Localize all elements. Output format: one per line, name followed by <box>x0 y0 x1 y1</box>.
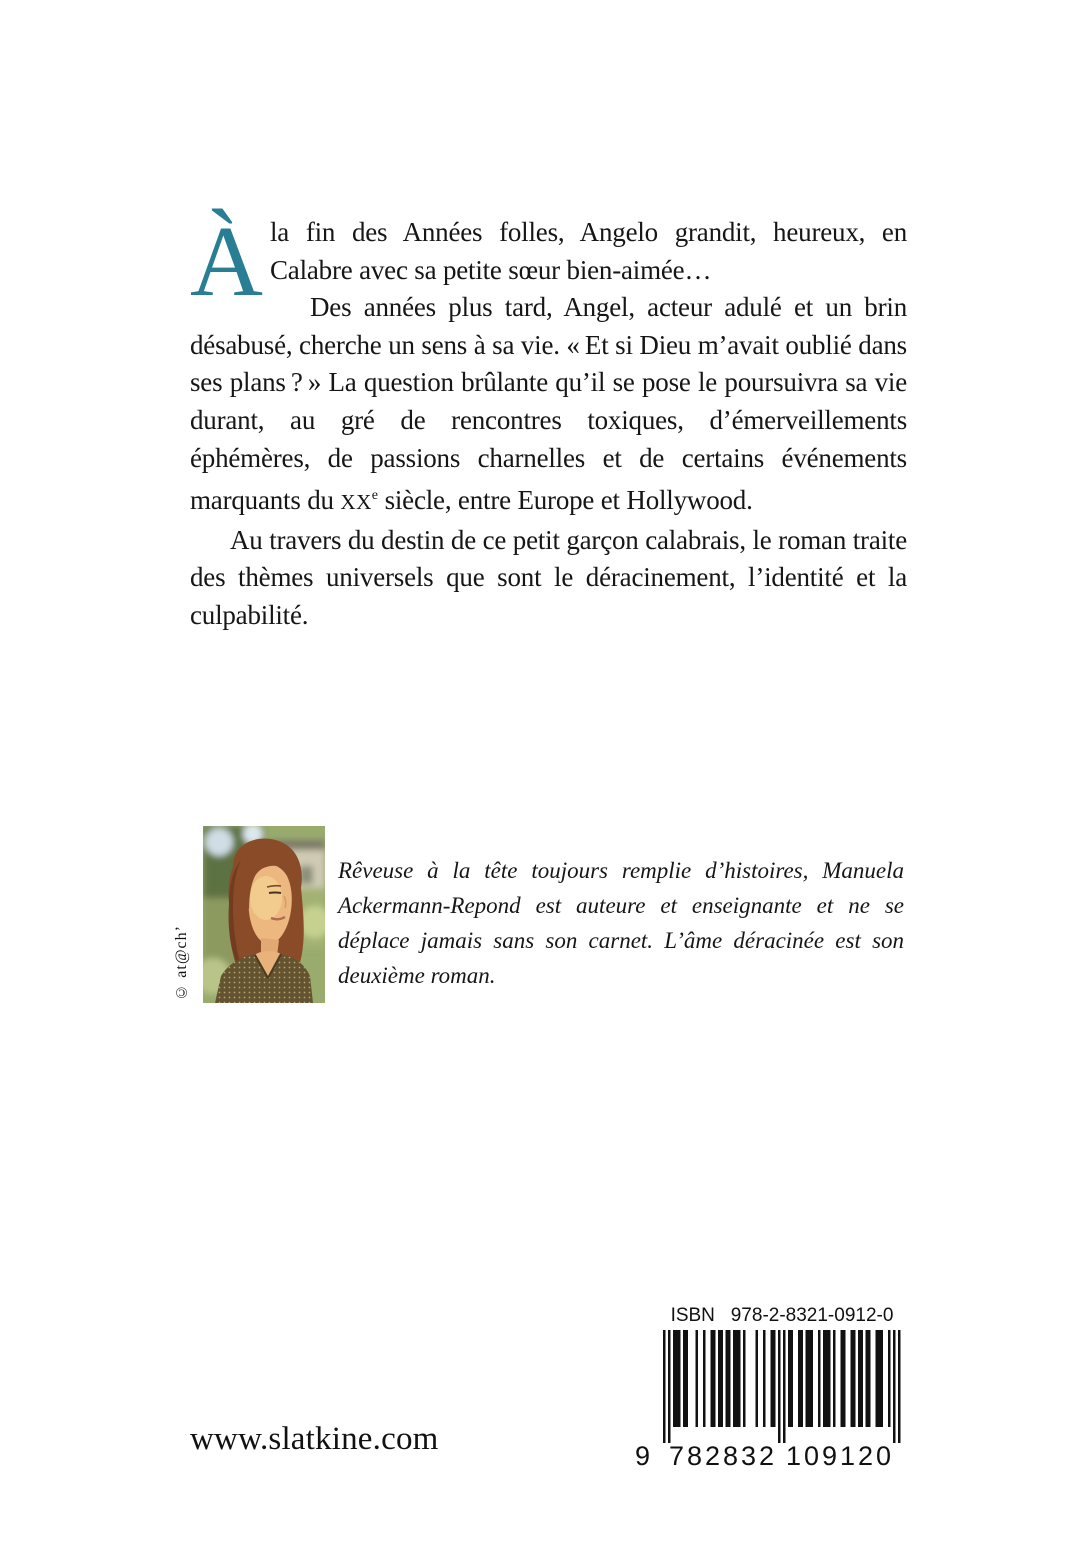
svg-text:109120: 109120 <box>785 1441 895 1471</box>
author-bio-text-2: est son deuxième roman. <box>338 928 905 988</box>
synopsis-paragraph-1 <box>190 205 907 318</box>
author-bio-text-1: Rêveuse à la tête toujours remplie d’histoires, Manuela Ackermann-Repond est auteure et enseignante et ne se déplace jamais sans son carnet. <box>338 858 904 953</box>
century-smallcaps: XX <box>340 490 372 515</box>
author-photo-wrap <box>173 826 325 1003</box>
century-superscript: e <box>371 487 379 504</box>
book-title: L’âme déracinée <box>664 928 825 953</box>
author-photo <box>203 826 325 1003</box>
isbn-label: ISBN 978-2-8321-0912-0 <box>670 1305 894 1326</box>
dropcap-letter: À <box>190 205 263 318</box>
synopsis-p1-text: la fin des Années folles, Angelo grandit, heureux, en Calabre avec sa petite sœur bien-aimée… <box>270 217 907 285</box>
synopsis-paragraph-2 <box>190 289 907 522</box>
synopsis <box>190 205 907 635</box>
svg-text:782832: 782832 <box>668 1441 778 1471</box>
dropcap-box <box>190 205 270 318</box>
author-bio <box>338 853 904 993</box>
synopsis-p2-end: siècle, entre Europe et Hollywood. <box>378 485 753 516</box>
barcode-block <box>633 1305 905 1482</box>
synopsis-p2-text: Des années plus tard, Angel, acteur adulé et un brin désabusé, cherche un sens à sa vie. « Et si Dieu m’avait oublié dans ses plans ? » La question brûlante qu’il se pose le poursuivra sa vie durant, au gré de rencontres toxiques, d’émerveillements éphémères, de passions charnelles et de certains événements marquants du <box>190 292 907 516</box>
publisher-website: www.slatkine.com <box>190 1421 439 1457</box>
photo-credit: © at@ch’ <box>173 925 190 1001</box>
author-section <box>173 826 907 1003</box>
synopsis-paragraph-3: Au travers du destin de ce petit garçon calabrais, le roman traite des thèmes universels que sont le déracinement, l’identité et la culpabilité. <box>190 524 907 630</box>
ean13-barcode <box>633 1330 905 1482</box>
svg-text:9: 9 <box>635 1441 654 1471</box>
